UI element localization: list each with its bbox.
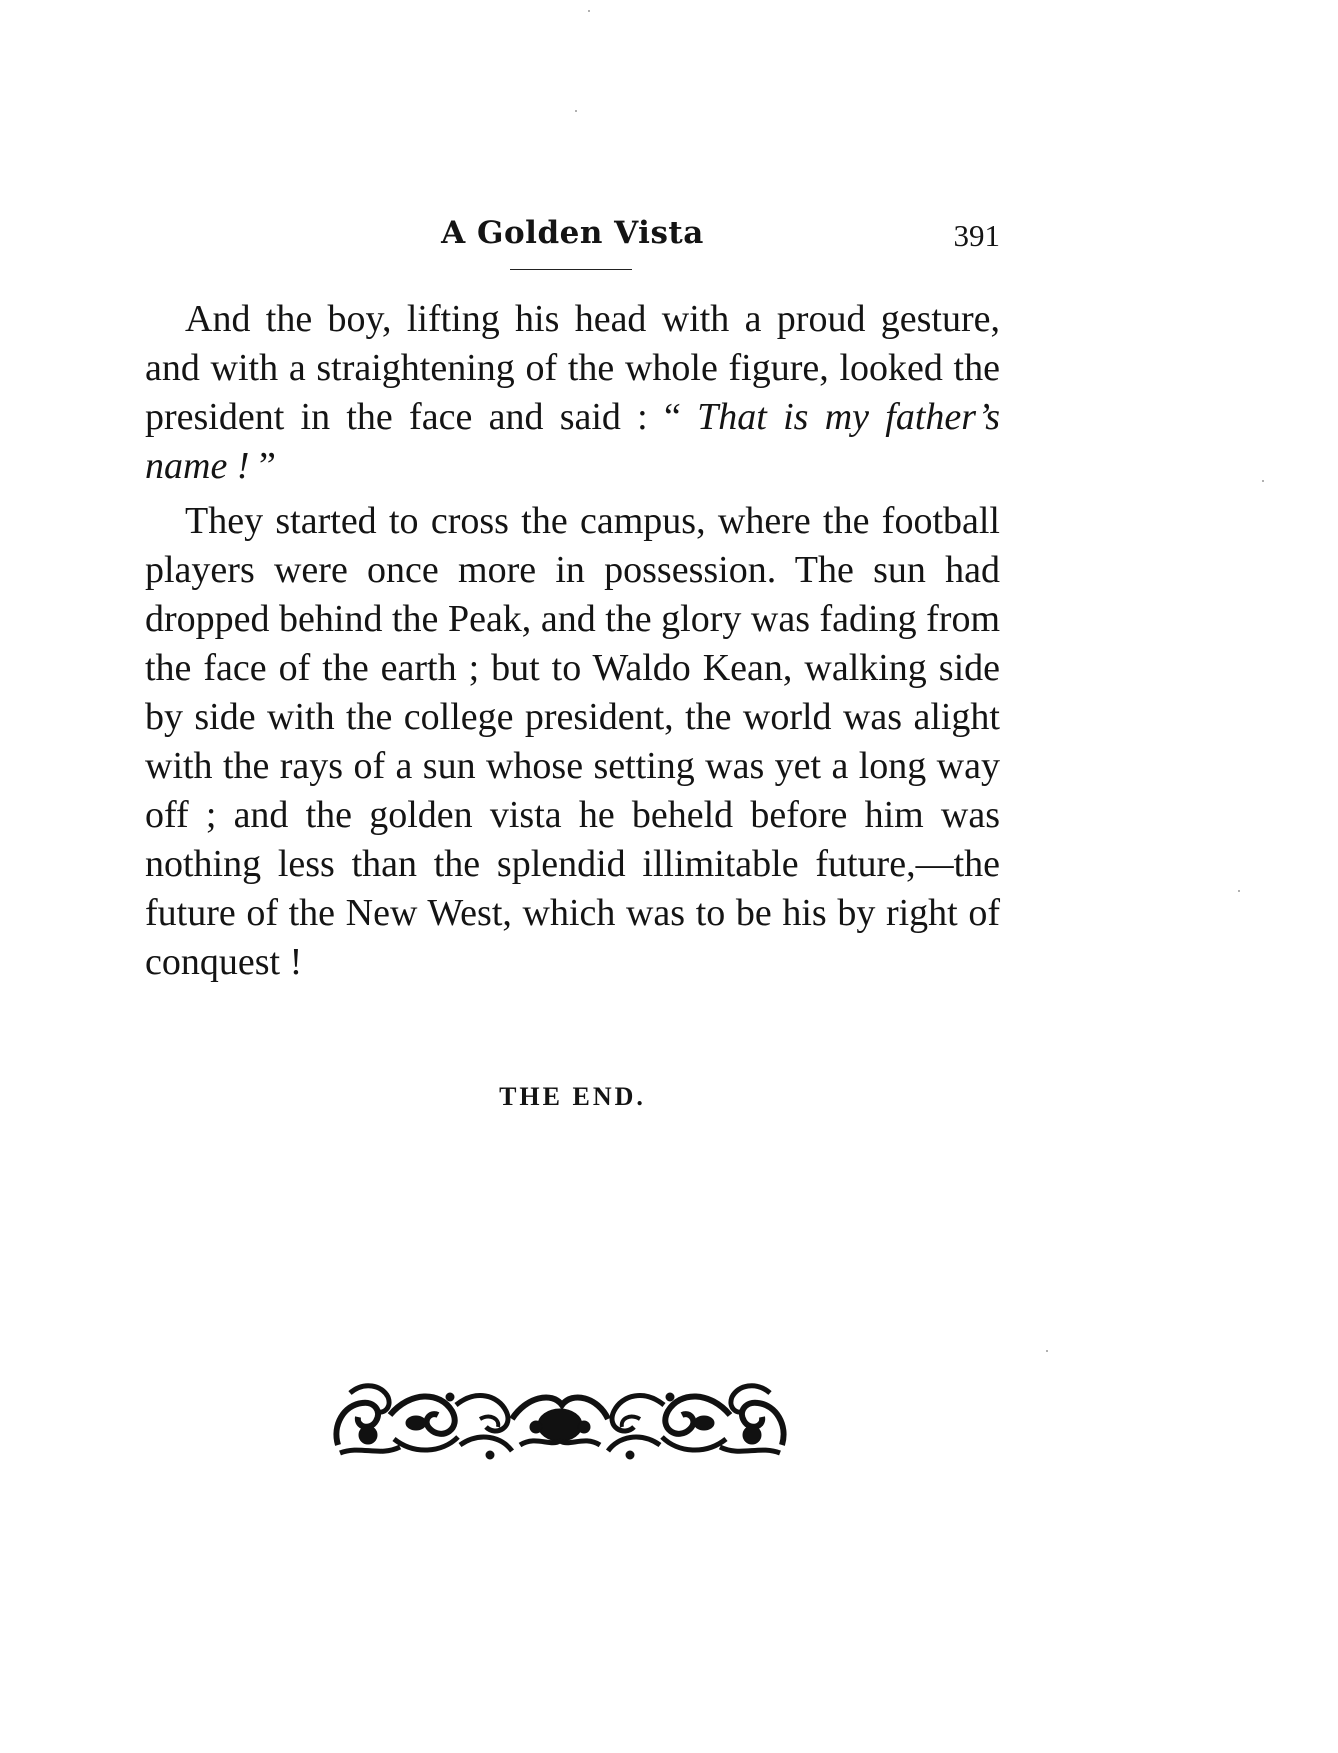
- running-head: [145, 215, 1000, 265]
- scan-speck: [1046, 1350, 1048, 1352]
- the-end: THE END.: [499, 1082, 646, 1111]
- body-text: [145, 295, 1000, 993]
- paragraph-1-italic-quote: That is my father’s name !: [145, 396, 1000, 487]
- scan-speck: [588, 10, 590, 12]
- page-number: 391: [953, 218, 1000, 253]
- paragraph-1-close-quote: ”: [249, 445, 276, 487]
- paragraph-1: [145, 295, 1000, 491]
- scan-speck: [575, 110, 577, 112]
- header-rule: [510, 269, 632, 270]
- running-title: A Golden Vista: [441, 215, 704, 251]
- paragraph-1-text: And the boy, lifting his head with a proud gesture, and with a straightening of the whole figure, looked the president in the face and said : “: [145, 298, 1000, 438]
- scan-speck: [1238, 890, 1240, 892]
- paragraph-2: They started to cross the campus, where the football players were once more in possession. The sun had dropped behind the Peak, and the glory was fading from the face of the earth ; but to Waldo Kean, walking side by side with the college president, the world was alight with the rays of a sun whose setting was yet a long way off ; and the golden vista he beheld before him was nothing less than the splendid illimitable future,—the future of the New West, which was to be his by right of conquest !: [145, 500, 1000, 983]
- floral-tailpiece-icon: [330, 1375, 790, 1465]
- scan-speck: [1262, 480, 1264, 482]
